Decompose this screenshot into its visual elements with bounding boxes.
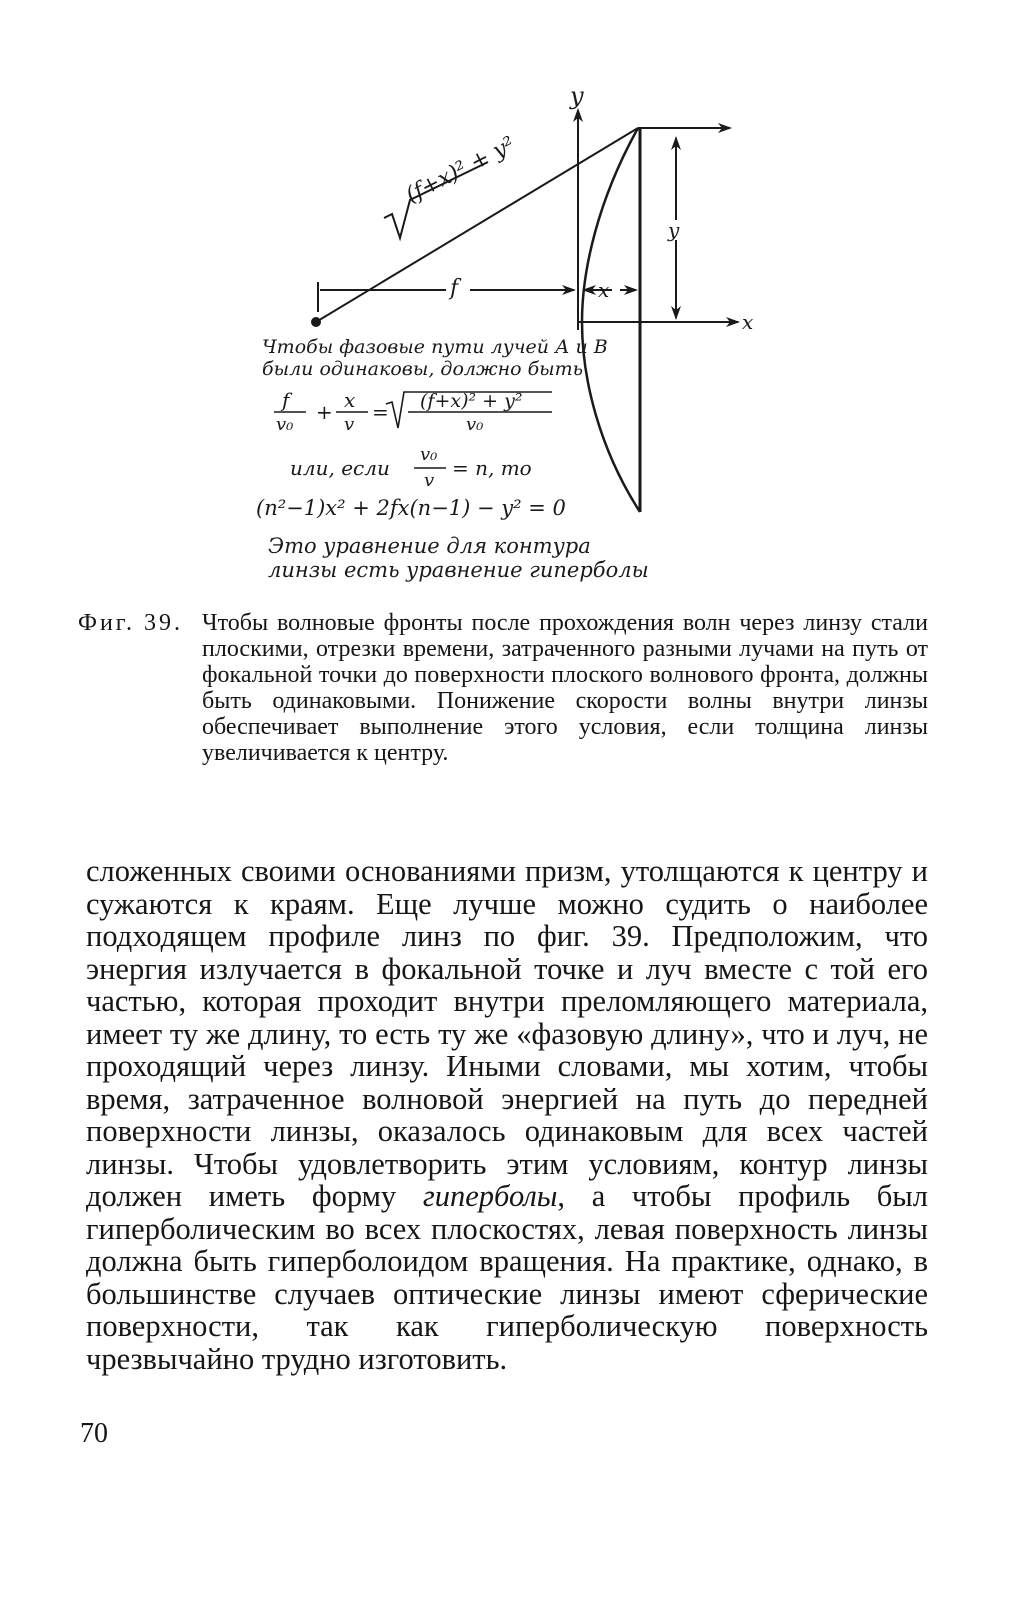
x-dimension-label: x — [598, 278, 610, 302]
focal-point — [311, 317, 321, 327]
conclusion-line-1: Это уравнение для контура — [268, 534, 591, 558]
ratio-top: v₀ — [420, 444, 438, 465]
body-text-italic: гиперболы — [422, 1179, 558, 1213]
eq1-plus: + — [316, 400, 333, 424]
x-axis-label: x — [742, 310, 754, 334]
eq1-v: v — [344, 414, 355, 435]
eq1-v0-root: v₀ — [466, 414, 484, 435]
condition-line-2: были одинаковы, должно быть — [262, 358, 584, 380]
body-text-part-2: , а чтобы профиль был гиперболическим во всех плоскостях, левая поверхность линзы должна быть гиперболоидом вращения. На практике, однако, в большинстве случаев оптические линзы имеют сферические поверхности, так как гиперболическую поверхность чрезвычайно трудно изготовить. — [86, 1179, 928, 1376]
f-label: f — [450, 276, 459, 301]
eq1-v0: v₀ — [276, 414, 294, 435]
condition-line-1: Чтобы фазовые пути лучей А и В — [262, 336, 608, 358]
eq1-f: f — [282, 388, 290, 412]
eq1-x: x — [344, 388, 356, 412]
eq1-equals: = — [372, 400, 389, 424]
body-text-part-1: сложенных своими основаниями призм, утолщаются к центру и сужаются к краям. Еще лучше можно судить о наиболее подходящем профиле линз по фиг. 39. Предположим, что энергия излучается в фокальной точке и луч вместе с той его частью, которая проходит внутри преломляющего материала, имеет ту же длину, то есть ту же «фазовую длину», что и луч, не проходящий через линзу. Иными словами, мы хотим, чтобы время, затраченное волновой энергией на путь до передней поверхности линзы, оказалось одинаковым для всех частей линзы. Чтобы удовлетворить этим условиям, контур линзы должен иметь форму — [86, 854, 928, 1213]
caption-text: Чтобы волновые фронты после прохождения волн через линзу стали плоскими, отрезки времени, затраченного разными лучами на путь от фокальной точки до поверхности плоского волнового фронта, должны быть одинаковыми. Понижение скорости волны внутри линзы обеспечивает выполнение этого условия, если толщина линзы увеличивается к центру. — [202, 610, 928, 766]
hyperbola-equation: (n²−1)x² + 2fx(n−1) − y² = 0 — [256, 496, 566, 520]
lens-hyperbolic-surface — [582, 128, 640, 512]
ratio-tail: = n, то — [452, 456, 532, 480]
ratio-bottom: v — [424, 470, 435, 491]
conclusion-line-2: линзы есть уравнение гиперболы — [268, 558, 649, 582]
sqrt-label: (f+x)² + y² — [402, 132, 520, 209]
caption-label: Фиг. 39. — [78, 610, 183, 636]
y-axis-label: y — [570, 82, 584, 110]
page-number: 70 — [80, 1418, 108, 1449]
figure-caption — [78, 610, 928, 766]
body-text — [86, 855, 928, 1375]
lens-figure — [0, 0, 1019, 600]
y-dimension-label: y — [668, 218, 680, 242]
eq1-root: (f+x)² + y² — [420, 390, 523, 412]
or-if-label: или, если — [290, 456, 390, 480]
